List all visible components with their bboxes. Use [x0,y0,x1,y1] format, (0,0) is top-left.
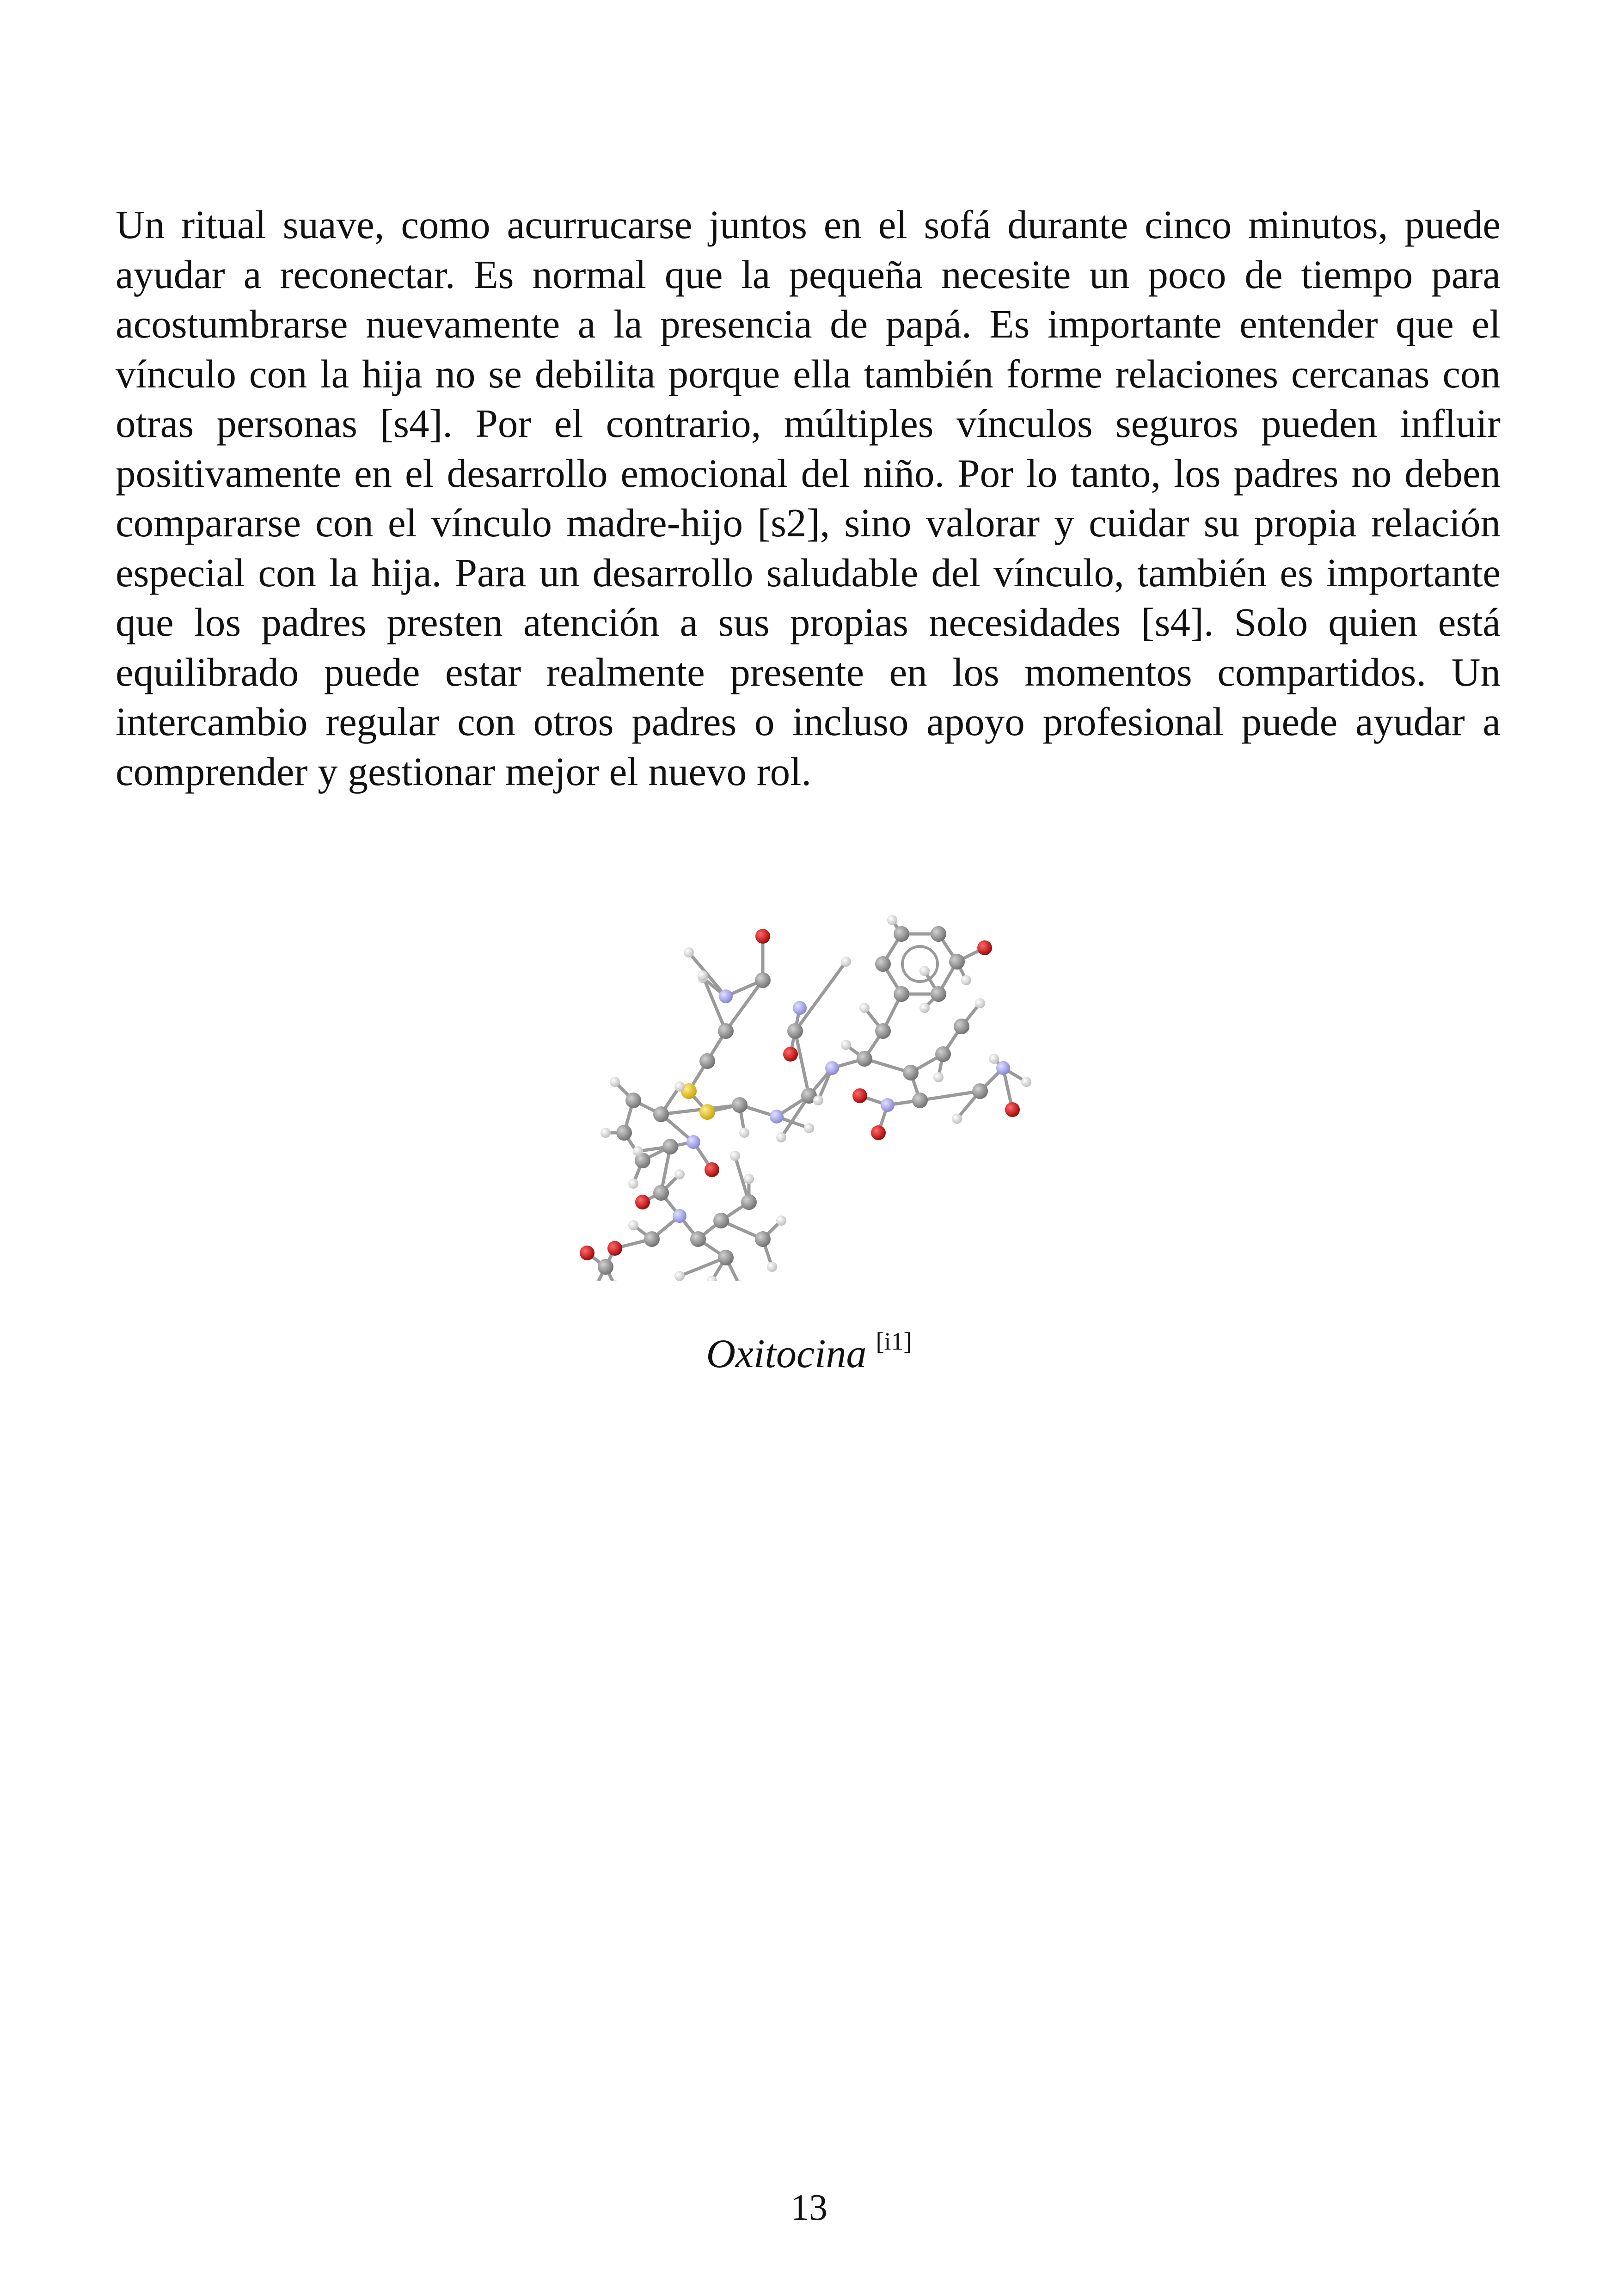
molecule-atom [719,989,733,1003]
molecule-atom [881,1098,895,1112]
molecule-atom [718,1250,734,1265]
page-number: 13 [791,2187,827,2228]
molecule-atom [755,972,771,988]
molecule-atom [954,1019,969,1034]
molecule-atom [755,929,770,944]
molecule-atom [628,1220,638,1230]
molecule-atom [935,1046,951,1062]
body-paragraph: Un ritual suave, como acurrucarse juntos en el sofá durante cinco minutos, puede ayudar a reconectar. Es normal que la pequeña necesite un poco de tiempo para acostumbrarse nuevamente a la presencia de papá. Es importante entender que el vínculo con la hija no se debilita porque ella también forme relaciones cercanas con otras personas [s4]. Por el contrario, múltiples vínculos seguros pueden influir positivamente en el desarrollo emocional del niño. Por lo tanto, los padres no deben compararse con el vínculo madre-hijo [s2], sino valorar y cuidar su propia relación especial con la hija. Para un desarrollo saludable del vínculo, también es importante que los padres presten atención a sus propias necesidades [s4]. Solo quien está equilibrado puede estar realmente presente en los momentos compartidos. Un intercambio regular con otros padres o incluso apoyo profesional puede ayudar a comprender y gestionar mejor el nuevo rol. [116,202,1501,794]
molecule-atom [989,1054,999,1064]
molecule-atom [684,947,694,958]
molecule-atom [662,1139,678,1154]
molecule-atom [841,1040,851,1050]
molecule-atom [972,1083,988,1099]
molecule-atom [919,1003,930,1013]
molecule-atom [804,1123,814,1133]
molecule-atom [1021,1077,1031,1087]
molecule-atom [1005,1102,1020,1117]
molecule-atom [598,1259,613,1275]
molecule-atom [699,1104,715,1120]
molecule-atom [894,986,909,1002]
oxytocin-molecule-figure [569,906,1068,1281]
molecule-atom [903,1065,919,1080]
molecule-atom [755,1231,771,1247]
molecule-atom [961,975,971,985]
molecule-bond [795,1031,809,1096]
molecule-atom [673,1209,686,1223]
molecule-atom [699,1053,715,1069]
molecule-atom [767,1262,777,1272]
molecule-atom [633,1146,643,1156]
molecule-atom [931,986,946,1002]
molecule-atom [952,1114,962,1124]
molecule-atom [690,1231,706,1247]
molecule-atom [776,1216,786,1226]
molecule-atom [931,926,946,942]
molecule-atom [741,1194,757,1210]
molecule-atom [635,1195,650,1209]
molecule-atom [674,1081,685,1092]
molecule-atom [739,1128,749,1138]
molecule-atom [949,954,965,970]
molecule-atom [977,940,992,955]
molecule-atom [770,1110,784,1123]
molecule-atom [776,1132,786,1142]
molecule-atom [787,1023,803,1039]
molecule-atom [616,1125,632,1141]
molecule-atom [783,1047,798,1062]
figure-caption-reference: [i1] [876,1327,912,1355]
molecule-atom [674,1271,685,1281]
molecule-atom [732,1097,748,1113]
molecule-atom [686,1135,700,1149]
molecule-atom [730,1151,740,1161]
molecule-atom [841,957,851,967]
molecule-bond [920,1091,980,1100]
molecule-atom [919,966,930,976]
molecule-atom [698,970,708,981]
molecule-atom [859,1003,870,1013]
figure-caption [0,1327,1618,1377]
molecule-atom [580,1246,594,1260]
molecule-atom [644,1231,660,1247]
molecule-atom [912,1093,928,1108]
molecule-atom [933,1072,944,1082]
molecule-atom [894,926,909,942]
molecule-atom [628,1179,638,1189]
molecule-atom [625,1093,641,1108]
molecule-atom [610,1077,620,1087]
molecule-atom [793,1001,807,1015]
molecule-atom [705,1162,719,1177]
oxytocin-molecule-image [569,906,1068,1281]
molecule-atom [871,1125,886,1140]
molecule-atom [887,915,897,925]
molecule-bond [795,962,846,1031]
molecule-atom [825,1061,839,1075]
molecule-atom [653,1185,669,1201]
molecule-atom [857,1051,872,1067]
molecule-atom [852,1088,867,1103]
molecule-atom [996,1061,1010,1075]
molecule-atom [813,1095,823,1105]
molecule-atom [674,1169,685,1179]
molecule-atom [975,998,985,1008]
molecule-atom [653,1106,669,1122]
aromatic-ring-mark [902,946,938,982]
molecule-atom [744,1174,754,1184]
molecule-atom [607,1241,622,1256]
molecule-atom [713,1213,729,1228]
figure-caption-title: Oxitocina [706,1332,867,1376]
molecule-atom [601,1128,611,1138]
molecule-atom [718,1023,734,1039]
molecule-atom [875,1023,891,1039]
molecule-atom [875,956,891,972]
